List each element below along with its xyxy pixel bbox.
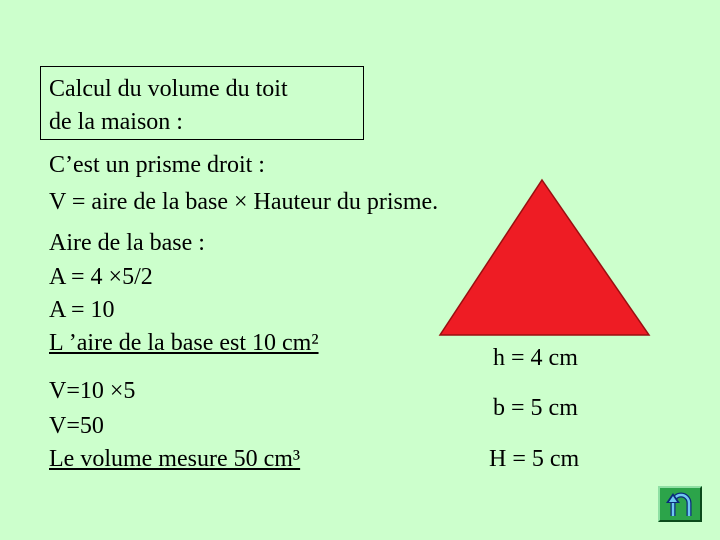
return-button[interactable] xyxy=(658,486,702,522)
text-line-area-conclusion: L ’aire de la base est 10 cm² xyxy=(49,330,319,356)
text-line-volume-calc: V=10 ×5 xyxy=(49,378,136,404)
base-measure: b = 5 cm xyxy=(493,395,578,421)
u-turn-arrow-icon xyxy=(664,490,698,518)
text-line-area-result: A = 10 xyxy=(49,297,115,323)
height-measure: h = 4 cm xyxy=(493,345,578,371)
title-box xyxy=(40,66,364,140)
title-line-2: de la maison : xyxy=(49,109,183,135)
text-line-volume-formula: V = aire de la base × Hauteur du prisme. xyxy=(49,189,439,215)
triangle-base-shape xyxy=(438,178,654,338)
title-line-1: Calcul du volume du toit xyxy=(49,76,288,102)
prism-height-measure: H = 5 cm xyxy=(489,446,580,472)
text-line-base-area-heading: Aire de la base : xyxy=(49,230,205,256)
text-line-volume-conclusion: Le volume mesure 50 cm³ xyxy=(49,446,301,472)
text-line-prism: C’est un prisme droit : xyxy=(49,152,265,178)
text-line-area-calc: A = 4 ×5/2 xyxy=(49,264,153,290)
text-line-volume-result: V=50 xyxy=(49,413,104,439)
